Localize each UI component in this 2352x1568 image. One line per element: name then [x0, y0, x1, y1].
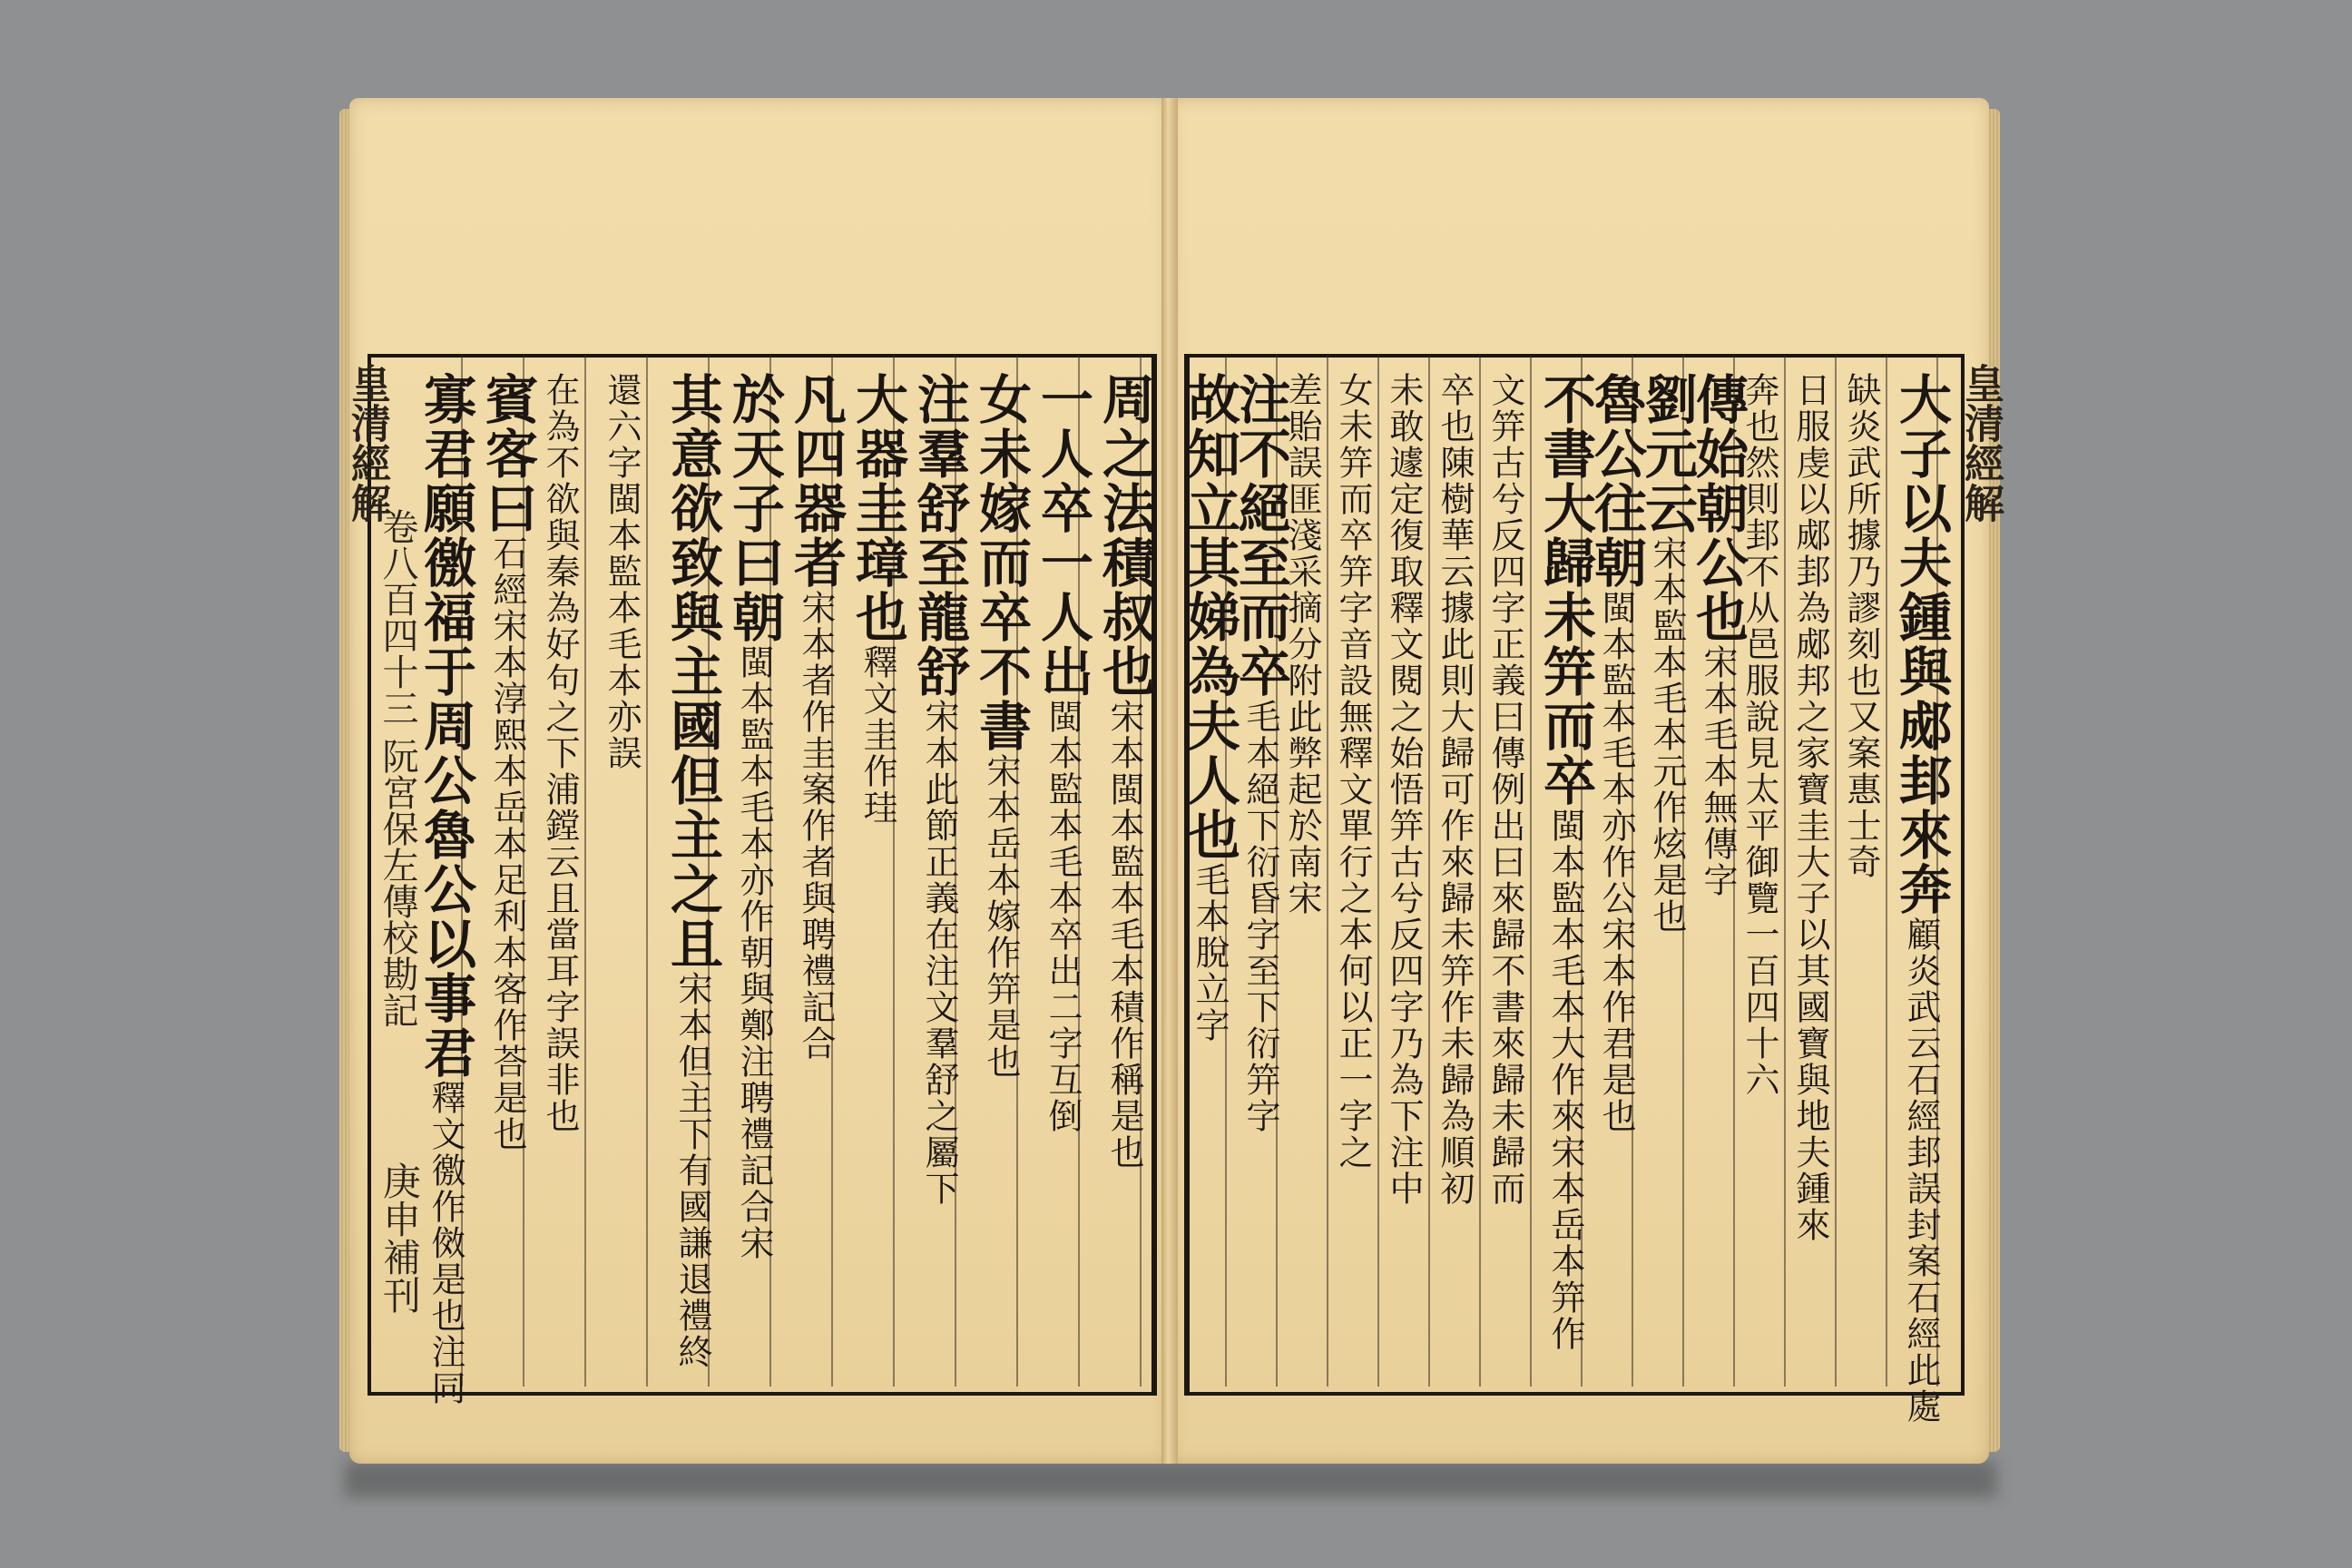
- commentary-text: 差貽誤匪淺采摘分附此弊起於南宋: [1282, 372, 1322, 916]
- column-rule: [1377, 356, 1379, 1387]
- commentary-text: 石經宋本淳熙本岳本足利本客作荅是也: [487, 535, 527, 1152]
- text-column: [1179, 372, 1240, 1044]
- text-column: [1841, 372, 1881, 880]
- main-text: 其意欲致與主國但主之且: [662, 372, 723, 971]
- text-column: [1333, 372, 1373, 1171]
- text-column: [1534, 372, 1596, 1352]
- commentary-text: 文笄古兮反四字正義曰傳例出曰來歸不書來歸未歸而: [1485, 372, 1525, 1207]
- main-text: 於天子曰朝: [723, 372, 785, 644]
- text-column: [1790, 372, 1830, 1243]
- commentary-text: 閩本監本毛本大作來宋本岳本笄作: [1545, 808, 1585, 1352]
- text-column: [1636, 372, 1698, 935]
- column-rule: [1479, 356, 1481, 1387]
- main-text: 注羣舒至龍舒: [908, 372, 970, 699]
- commentary-text: 宋本此節正義在注文羣舒之屬下: [919, 699, 959, 1207]
- column-rule: [646, 356, 648, 1387]
- footer-note: 庚申補刊: [377, 1161, 422, 1314]
- commentary-text: 日服虔以郕邽為郕邦之家寶圭大子以其國寶與地夫鍾來: [1790, 372, 1830, 1243]
- commentary-text: 閩本監本毛本亦作朝與鄭注聘禮記合宋: [734, 644, 774, 1261]
- commentary-text: 釋文徼作傚是也注同: [426, 1080, 466, 1406]
- column-rule: [1428, 356, 1430, 1387]
- text-column: [415, 372, 476, 1406]
- main-text: 傳始朝公也: [1687, 372, 1749, 644]
- commentary-text: 閩本監本毛本亦作公宋本作君是也: [1596, 590, 1636, 1134]
- main-text: 女未嫁而卒不書: [970, 372, 1032, 753]
- commentary-text: 還六字閩本監本毛本亦誤: [602, 372, 642, 771]
- main-text: 寡君願徼福于周公魯公以事君: [415, 372, 476, 1080]
- main-text: 凡四器者: [785, 372, 847, 590]
- commentary-text: 奔也然則邽不从邑服說見太平御覽一百四十六: [1740, 372, 1779, 1098]
- text-column: [723, 372, 785, 1261]
- column-rule: [1835, 356, 1837, 1387]
- commentary-text: 卒也陳樹華云據此則大歸可作來歸未笄作未歸為順初: [1435, 372, 1475, 1207]
- text-column: [476, 372, 538, 1152]
- text-column: [1384, 372, 1424, 1207]
- main-text: 大子以夫鍾與郕邽來奔: [1890, 372, 1952, 916]
- text-column: [908, 372, 970, 1207]
- main-text: 注不絕至而卒: [1230, 372, 1291, 699]
- column-rule: [1886, 356, 1887, 1387]
- main-text: 一人卒一人出: [1032, 372, 1093, 699]
- text-column: [1032, 372, 1093, 1134]
- commentary-text: 宋本岳本嫁作笄是也: [981, 753, 1021, 1080]
- main-text: 故知立其娣為夫人也: [1179, 372, 1240, 862]
- main-text: 周之法積叔也: [1093, 372, 1155, 699]
- text-column: [970, 372, 1032, 1080]
- right-header-slip: 皇清經解: [1957, 363, 2004, 523]
- main-text: 魯公往朝: [1585, 372, 1647, 590]
- commentary-text: 在為不欲與秦為好句之下浦鏜云且當耳字誤非也: [540, 372, 580, 1134]
- right-page-edge: [1987, 109, 2000, 1452]
- commentary-text: 缺炎武所據乃謬刻也又案惠士奇: [1841, 372, 1881, 880]
- commentary-text: 女未笄而卒笄字音設無釋文單行之本何以正一字之: [1333, 372, 1373, 1171]
- text-column: [1890, 372, 1952, 1425]
- text-column: [662, 372, 723, 1370]
- commentary-text: 顧炎武云石經邽誤封案石經此處: [1901, 916, 1941, 1425]
- commentary-text: 毛本絕下衍昏字至下衍笄字: [1240, 699, 1280, 1134]
- text-column: [1230, 372, 1291, 1134]
- column-rule: [584, 356, 586, 1387]
- commentary-text: 宋本者作圭案作者與聘禮記合: [796, 590, 836, 1062]
- commentary-text: 宋本但主下有國謙退禮終: [672, 971, 712, 1370]
- commentary-text: 宋本監本毛本元作炫是也: [1647, 535, 1687, 935]
- book-gutter: [1161, 98, 1178, 1464]
- text-column: [847, 372, 908, 826]
- commentary-text: 宋本閩本監本毛本積作稱是也: [1104, 699, 1144, 1171]
- main-text: 不書大歸未笄而卒: [1534, 372, 1596, 808]
- commentary-text: 毛本脫立字: [1190, 862, 1230, 1044]
- text-column: [540, 372, 580, 1134]
- text-column: [1435, 372, 1475, 1207]
- main-text: 賓客曰: [476, 372, 538, 535]
- volume-note: 卷八百四十三 阮宮保左傳校勘記: [377, 508, 418, 1028]
- commentary-text: 釋文圭作珪: [858, 644, 897, 826]
- commentary-text: 未敢遽定復取釋文閱之始悟笄古兮反四字乃為下注中: [1384, 372, 1424, 1207]
- text-column: [1687, 372, 1749, 898]
- commentary-text: 宋本毛本無傳字: [1698, 644, 1738, 898]
- left-header-slip: 皇清經解: [344, 363, 390, 523]
- text-column: [1585, 372, 1647, 1134]
- text-column: [1093, 372, 1155, 1171]
- book-shadow: [345, 1461, 1996, 1497]
- column-rule: [1784, 356, 1786, 1387]
- main-text: 劉元云: [1636, 372, 1698, 535]
- column-rule: [1327, 356, 1328, 1387]
- commentary-text: 閩本監本毛本卒出二字互倒: [1043, 699, 1083, 1134]
- text-column: [785, 372, 847, 1062]
- main-text: 大器圭璋也: [847, 372, 908, 644]
- text-column: [602, 372, 642, 771]
- text-column: [1485, 372, 1525, 1207]
- column-rule: [1530, 356, 1532, 1387]
